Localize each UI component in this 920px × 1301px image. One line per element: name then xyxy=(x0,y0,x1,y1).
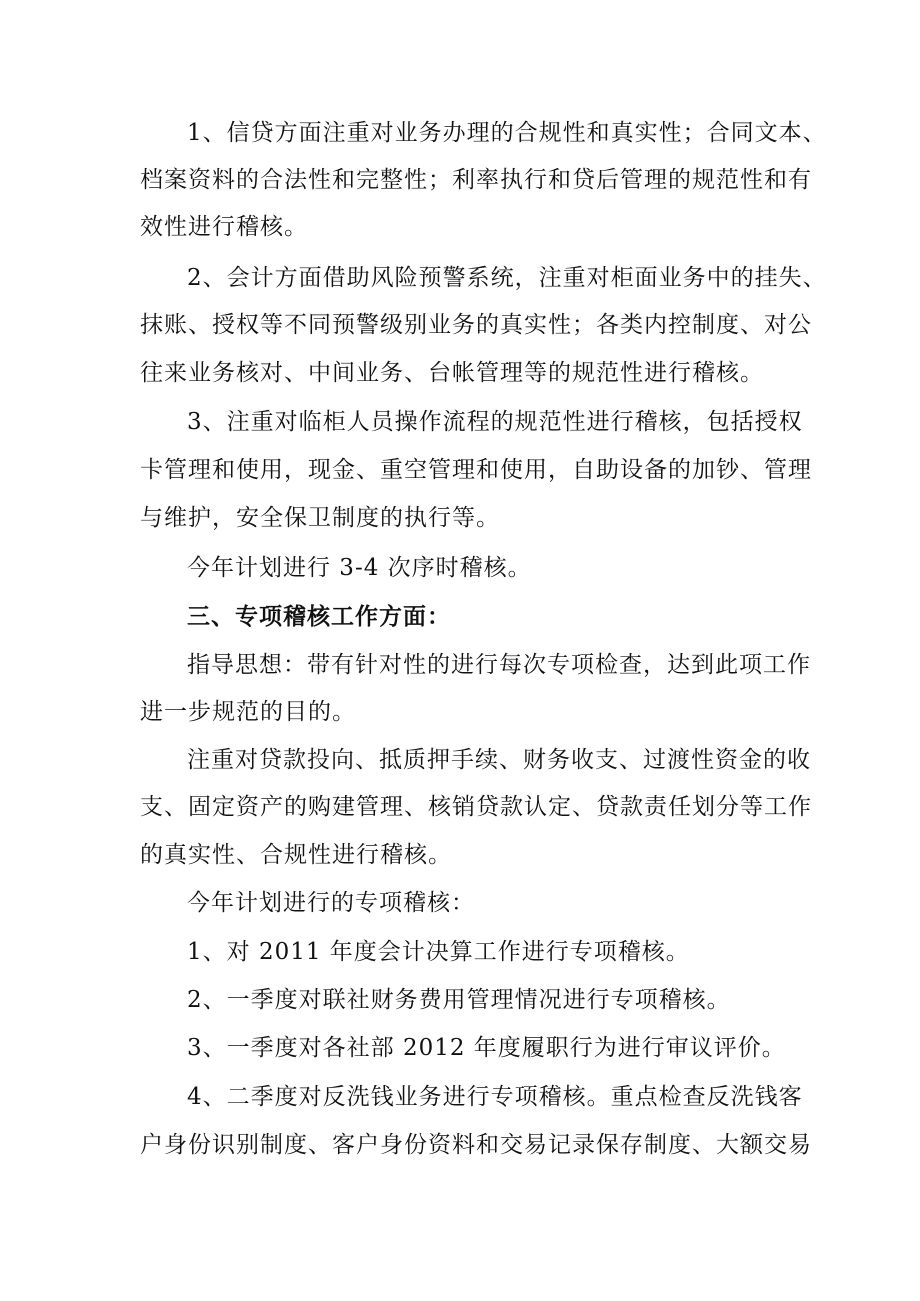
paragraph-line: 3、注重对临柜人员操作流程的规范性进行稽核，包括授权 xyxy=(187,409,803,435)
paragraph-line: 的真实性、合规性进行稽核。 xyxy=(140,842,452,868)
list-item: 1、对 2011 年度会计决算工作进行专项稽核。 xyxy=(187,939,690,965)
paragraph-line: 抹账、授权等不同预警级别业务的真实性；各类内控制度、对公 xyxy=(140,312,812,338)
list-item: 2、一季度对联社财务费用管理情况进行专项稽核。 xyxy=(187,987,731,1013)
paragraph-line: 2、会计方面借助风险预警系统，注重对柜面业务中的挂失、 xyxy=(187,265,827,291)
paragraph-line: 效性进行稽核。 xyxy=(140,214,308,240)
paragraph-line: 进一步规范的目的。 xyxy=(140,699,356,725)
paragraph-line: 指导思想：带有针对性的进行每次专项检查，达到此项工作 xyxy=(187,652,811,678)
paragraph-line: 户身份识别制度、客户身份资料和交易记录保存制度、大额交易 xyxy=(140,1132,812,1158)
paragraph-line: 今年计划进行的专项稽核： xyxy=(187,890,475,916)
paragraph-line: 注重对贷款投向、抵质押手续、财务收支、过渡性资金的收 xyxy=(187,747,811,773)
paragraph-line: 1、信贷方面注重对业务办理的合规性和真实性；合同文本、 xyxy=(187,120,827,146)
paragraph-line: 今年计划进行 3-4 次序时稽核。 xyxy=(187,555,532,581)
paragraph-line: 支、固定资产的购建管理、核销贷款认定、贷款责任划分等工作 xyxy=(140,794,812,820)
list-item: 4、二季度对反洗钱业务进行专项稽核。重点检查反洗钱客 xyxy=(187,1084,803,1110)
paragraph-line: 往来业务核对、中间业务、台帐管理等的规范性进行稽核。 xyxy=(140,360,764,386)
paragraph-line: 卡管理和使用，现金、重空管理和使用，自助设备的加钞、管理 xyxy=(140,457,812,483)
paragraph-line: 与维护，安全保卫制度的执行等。 xyxy=(140,505,500,531)
list-item: 3、一季度对各社部 2012 年度履职行为进行审议评价。 xyxy=(187,1035,786,1061)
paragraph-line: 档案资料的合法性和完整性；利率执行和贷后管理的规范性和有 xyxy=(140,167,812,193)
section-heading: 三、专项稽核工作方面： xyxy=(187,603,451,630)
